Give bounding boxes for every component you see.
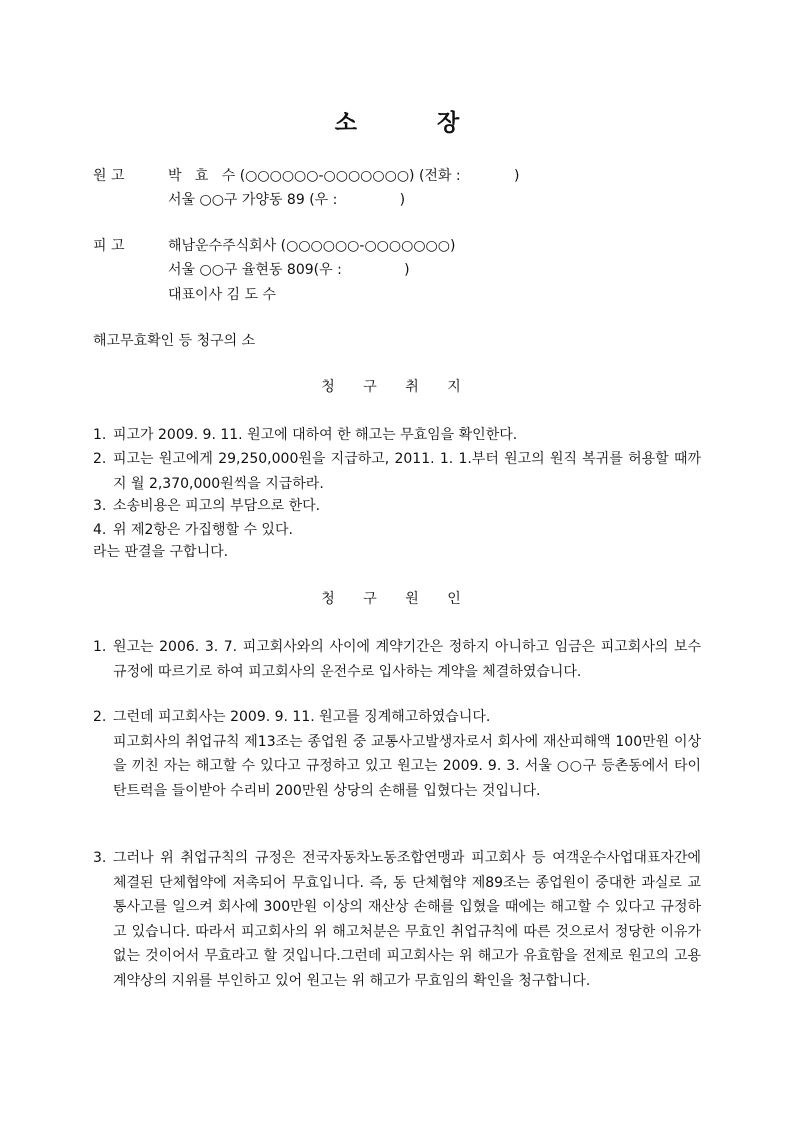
claim-cause-paragraph-1 (93, 635, 701, 684)
paragraph-text: 원고는 2006. 3. 7. 피고회사와의 사이에 계약기간은 정하지 아니하고 임금은 피고회사의 보수규정에 따르기로 하여 피고회사의 운전수로 입사하는 계약을 체결하였습니다. (113, 639, 701, 680)
document-title (0, 108, 794, 138)
paragraph-first-line: 그런데 피고회사는 2009. 9. 11. 원고를 징계해고하였습니다. (113, 709, 491, 725)
title-char-1: 소 (334, 110, 357, 136)
plaintiff-address: 서울 ○○구 가양동 89 (우 : ) (168, 192, 406, 208)
paragraph-number: 2. (93, 709, 107, 725)
item-number: 3. (93, 498, 107, 514)
paragraph-text: 그러나 위 취업규칙의 규정은 전국자동차노동조합연맹과 피고회사 등 여객운수사업대표자간에 체결된 단체협약에 저촉되어 무효입니다. 즉, 동 단체협약 제89조는 종업원이 중대한 과실로 교통사고를 일으켜 회사에 300만원 이상의 재산상 손해를 입혔을 때에는 해고할 수 있다고 규정하고 있습니다. 따라서 피고회사의 위 해고처분은 무효인 취업규칙에 따른 것으로서 정당한 이유가 없는 것이어서 무효라고 할 것입니다.그런데 피고회사는 위 해고가 유효함을 전제로 원고의 고용계약상의 지위를 부인하고 있어 원고는 위 해고가 무효임의 확인을 청구합니다. (113, 850, 701, 989)
item-number: 4. (93, 522, 107, 538)
claim-cause-heading: 청 구 원 인 (321, 591, 473, 607)
item-text: 소송비용은 피고의 부담으로 한다. (113, 498, 321, 514)
item-text: 위 제2항은 가집행할 수 있다. (113, 522, 293, 538)
claim-cause-paragraph-3 (93, 846, 701, 993)
paragraph-text: 피고회사의 취업규칙 제13조는 종업원 중 교통사고발생자로서 회사에 재산피해액 100만원 이상을 끼친 자는 해고할 수 있다고 규정하고 있고 원고는 2009. 9. 3. 서울 ○○구 등촌동에서 타이탄트럭을 들이받아 수리비 200만원 상당의 손해를 입혔다는 것입니다. (113, 733, 701, 799)
defendant-label: 피 고 (93, 238, 125, 254)
paragraph-number: 1. (93, 639, 107, 655)
defendant-representative: 대표이사 김 도 수 (168, 287, 277, 303)
defendant-address: 서울 ○○구 율현동 809(우 : ) (168, 262, 410, 278)
plaintiff-name-line: 박 효 수 (○○○○○○-○○○○○○○) (전화 : ) (168, 168, 520, 184)
title-char-2: 장 (437, 110, 460, 136)
defendant-name-line: 해남운수주식회사 (○○○○○○-○○○○○○○) (168, 238, 456, 254)
plaintiff-label: 원 고 (93, 168, 125, 184)
case-name: 해고무효확인 등 청구의 소 (93, 333, 256, 349)
item-text: 피고는 원고에게 29,250,000원을 지급하고, 2011. 1. 1.부터 원고의 원직 복귀를 허용할 때까지 월 2,370,000원씩을 지급하라. (113, 451, 701, 492)
claim-purpose-heading: 청 구 취 지 (321, 379, 473, 395)
claim-purpose-item (93, 423, 701, 448)
paragraph-number: 3. (93, 850, 107, 866)
item-number: 1. (93, 427, 107, 443)
claim-purpose-item (93, 447, 701, 496)
claim-purpose-item (93, 494, 701, 519)
claim-purpose-item (93, 518, 701, 543)
claim-purpose-closing: 라는 판결을 구합니다. (93, 544, 229, 560)
claim-cause-paragraph-2 (93, 705, 701, 803)
item-number: 2. (93, 451, 107, 467)
item-text: 피고가 2009. 9. 11. 원고에 대하여 한 해고는 무효임을 확인한다. (113, 427, 518, 443)
